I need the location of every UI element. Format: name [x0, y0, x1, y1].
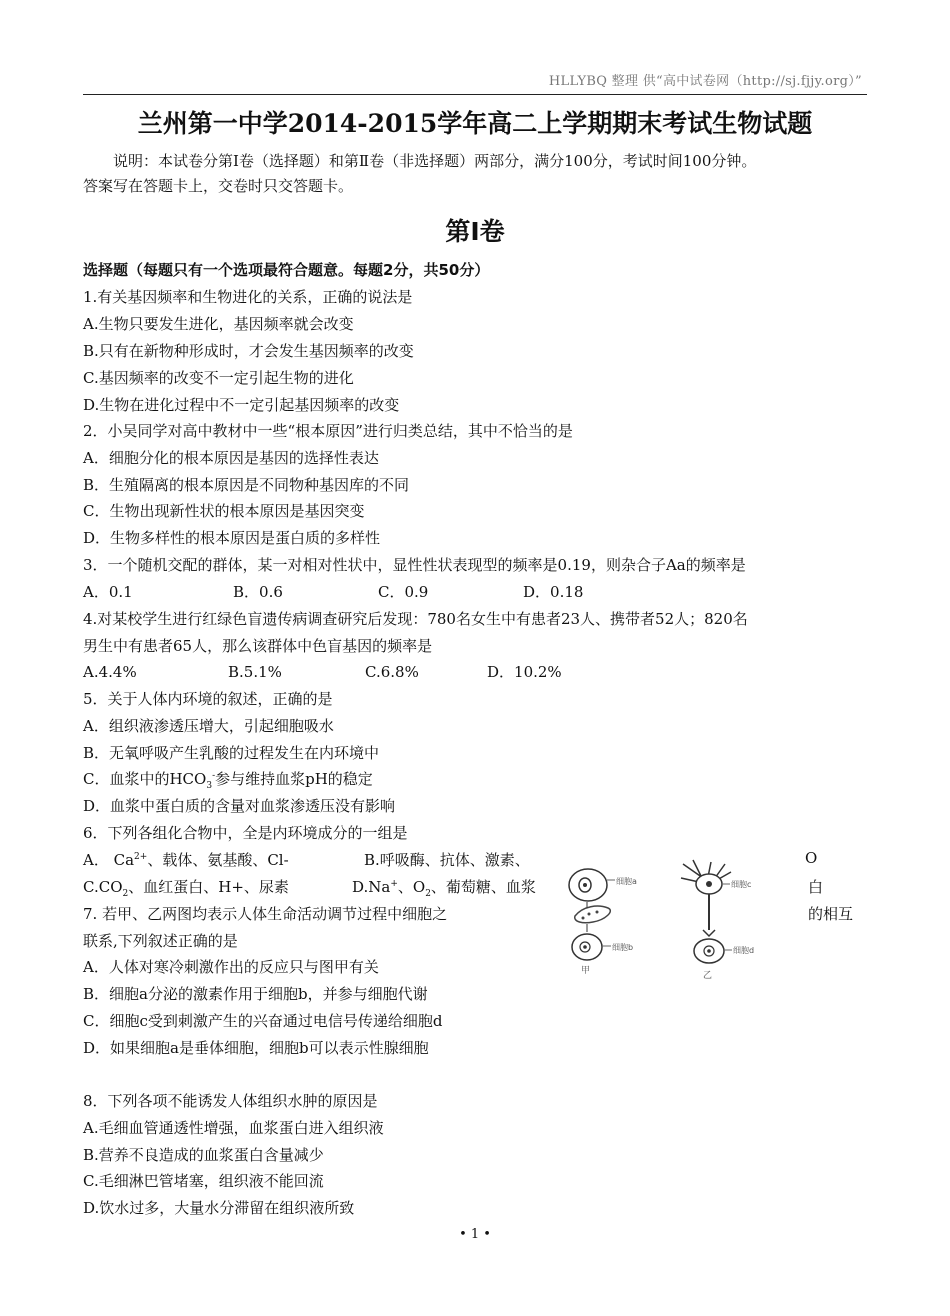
q7-stem-1: 7. 若甲、乙两图均表示人体生命活动调节过程中细胞之 [83, 905, 448, 923]
q8-option-b: B.营养不良造成的血浆蛋白含量减少 [83, 1146, 324, 1164]
label-jia: 甲 [581, 966, 591, 976]
q7-option-b: B．细胞a分泌的激素作用于细胞b，并参与细胞代谢 [83, 985, 428, 1003]
q8-option-d: D.饮水过多，大量水分滞留在组织液所致 [83, 1199, 355, 1217]
q7-option-c: C．细胞c受到刺激产生的兴奋通过电信号传递给细胞d [83, 1012, 443, 1030]
label-cell-c: 细胞c [731, 880, 752, 889]
cell-b-drawing [572, 934, 611, 960]
q3-option-b: B．0.6 [233, 583, 283, 601]
q1-option-a: A.生物只要发生进化，基因频率就会改变 [83, 315, 354, 333]
q7-option-d: D．如果细胞a是垂体细胞，细胞b可以表示性腺细胞 [83, 1039, 429, 1057]
neuron-c-drawing [681, 860, 731, 936]
q4-option-b: B.5.1% [228, 663, 282, 681]
q1-stem: 1.有关基因频率和生物进化的关系，正确的说法是 [83, 288, 413, 306]
q3-option-c: C．0.9 [378, 583, 429, 601]
q1-option-b: B.只有在新物种形成时，才会发生基因频率的改变 [83, 342, 414, 360]
q3-option-d: D．0.18 [523, 583, 584, 601]
q8-option-a: A.毛细血管通透性增强，血浆蛋白进入组织液 [83, 1119, 384, 1137]
q4-options [83, 661, 562, 682]
q3-options [83, 581, 583, 602]
label-yi: 乙 [703, 971, 713, 981]
part-title: 第Ⅰ卷 [445, 217, 505, 246]
q4-option-c: C.6.8% [365, 663, 419, 681]
q5-option-b: B．无氧呼吸产生乳酸的过程发生在内环境中 [83, 744, 380, 762]
q6-option-d: D.Na+、$O_2$、葡萄糖、血浆 [352, 878, 536, 899]
q6-option-c: $C.CO_2$、血红蛋白、H+、尿素 [83, 878, 289, 899]
label-cell-a: 细胞a [616, 877, 637, 886]
section-title: 选择题（每题只有一个选项最符合题意。每题2分，共50分） [83, 261, 490, 279]
q7-stem-1-tail: 的相互 [808, 905, 854, 923]
q2-option-b: B．生殖隔离的根本原因是不同物种基因库的不同 [83, 476, 410, 494]
q6-option-a: A． $Ca^{2+}$、载体、氨基酸、Cl- [83, 851, 289, 869]
q4-stem-2: 男生中有患者65人，那么该群体中色盲基因的频率是 [83, 637, 433, 655]
q5-option-d: D．血浆中蛋白质的含量对血浆渗透压没有影响 [83, 797, 396, 815]
q6-option-b: B.呼吸酶、抗体、激素、 [364, 851, 530, 869]
q3-stem: 3．一个随机交配的群体，某一对相对性状中，显性性状表现型的频率是0.19，则杂合子Aa的频率是 [83, 556, 746, 574]
q8-stem: 8．下列各项不能诱发人体组织水肿的原因是 [83, 1092, 378, 1110]
notes-line-2: 答案写在答题卡上，交卷时只交答题卡。 [83, 177, 354, 195]
cell-d-drawing [694, 939, 732, 963]
q1-option-d: D.生物在进化过程中不一定引起基因频率的改变 [83, 396, 400, 414]
q5-stem: 5．关于人体内环境的叙述，正确的是 [83, 690, 333, 708]
header-watermark: HLLYBQ 整理 供“高中试卷网（http://sj.fjjy.org）” [548, 74, 862, 89]
label-cell-d: 细胞d [733, 946, 755, 955]
q8-option-c: C.毛细淋巴管堵塞，组织液不能回流 [83, 1172, 324, 1190]
cell-a-drawing [569, 869, 615, 901]
q4-option-a: A.4.4% [83, 663, 137, 681]
q5-option-c: C．血浆中的$HCO_3^-$参与维持血浆pH的稳定 [83, 770, 373, 791]
q7-option-a: A．人体对寒冷刺激作出的反应只与图甲有关 [83, 958, 379, 976]
q6-option-d-tail: 白 [808, 878, 824, 896]
q4-stem-1: 4.对某校学生进行红绿色盲遗传病调查研究后发现：780名女生中有患者23人、携带者52人；820名 [83, 610, 748, 628]
page-number: • 1 • [459, 1227, 491, 1242]
label-cell-b: 细胞b [612, 943, 634, 952]
exam-notes [83, 149, 867, 199]
q4-option-d: D．10.2% [487, 663, 562, 681]
q2-option-a: A．细胞分化的根本原因是基因的选择性表达 [83, 449, 379, 467]
header-rule [83, 94, 867, 95]
q6-stem: 6．下列各组化合物中，全是内环境成分的一组是 [83, 824, 408, 842]
cell-signaling-figure [553, 858, 803, 988]
q7-stem-2: 联系,下列叙述正确的是 [83, 932, 238, 950]
cell-signaling-svg [553, 858, 803, 988]
q2-option-c: C．生物出现新性状的根本原因是基因突变 [83, 502, 365, 520]
q3-option-a: A．0.1 [83, 583, 133, 601]
q2-stem: 2．小吴同学对高中教材中一些“根本原因”进行归类总结，其中不恰当的是 [83, 422, 573, 440]
q2-option-d: D．生物多样性的根本原因是蛋白质的多样性 [83, 529, 381, 547]
q1-option-c: C.基因频率的改变不一定引起生物的进化 [83, 369, 354, 387]
q6-option-b-tail: O [805, 849, 818, 867]
q5-option-a: A．组织液渗透压增大，引起细胞吸水 [83, 717, 334, 735]
blood-vessel-drawing [575, 906, 611, 923]
exam-title: 兰州第一中学2014-2015学年高二上学期期末考试生物试题 [137, 109, 813, 138]
notes-line-1: 说明：本试卷分第Ⅰ卷（选择题）和第Ⅱ卷（非选择题）两部分，满分100分，考试时间100分钟。 [113, 152, 757, 170]
